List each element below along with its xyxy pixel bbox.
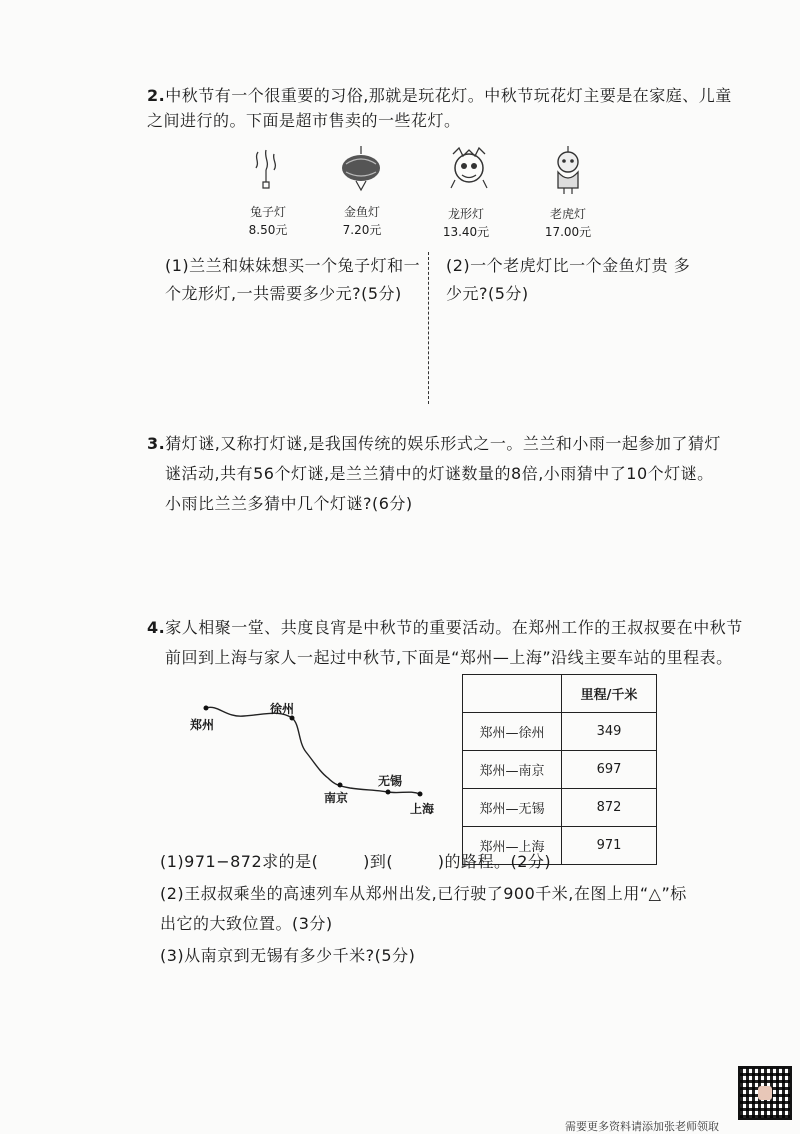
lantern-name-dragon: 龙形灯	[447, 207, 484, 221]
q2-number: 2.	[147, 86, 166, 105]
lantern-price-tiger: 17.00元	[544, 225, 592, 239]
dragon-lantern-icon	[445, 144, 493, 192]
lantern-price-goldfish: 7.20元	[342, 223, 382, 237]
q4-sub1: (1)971−872求的是( )到( )的路程。(2分)	[160, 852, 552, 871]
station-dot-nanjing	[338, 783, 343, 788]
rabbit-lantern-icon	[248, 148, 288, 196]
table-row	[463, 751, 657, 789]
goldfish-lantern-icon	[336, 144, 386, 194]
map-label-nanjing: 南京	[324, 791, 349, 805]
qr-avatar	[758, 1086, 772, 1100]
lantern-price-rabbit: 8.50元	[248, 223, 288, 237]
q2-sub2-line2: 少元?(5分)	[446, 284, 529, 303]
q2-line2: 之间进行的。下面是超市售卖的一些花灯。	[147, 111, 461, 130]
q4-sub2-line2: 出它的大致位置。(3分)	[160, 914, 333, 933]
q3-line1	[147, 428, 797, 460]
q3-line2: 谜活动,共有56个灯谜,是兰兰猜中的灯谜数量的8倍,小雨猜中了10个灯谜。	[165, 464, 714, 483]
lantern-name-goldfish: 金鱼灯	[343, 205, 380, 219]
table-cell-route: 郑州—南京	[463, 751, 562, 789]
map-label-zhengzhou: 郑州	[190, 718, 215, 732]
lantern-name-tiger: 老虎灯	[549, 207, 586, 221]
table-header-mileage: 里程/千米	[562, 675, 657, 713]
table-cell-route: 郑州—徐州	[463, 713, 562, 751]
map-label-xuzhou: 徐州	[270, 702, 295, 716]
table-row	[463, 789, 657, 827]
footer-text: 需要更多资料请添加张老师领取	[565, 1120, 719, 1133]
lantern-name-rabbit: 兔子灯	[249, 205, 286, 219]
q4-line1	[147, 612, 797, 644]
tiger-lantern-icon	[548, 144, 588, 196]
table-cell-km: 697	[562, 751, 657, 789]
qr-code	[738, 1066, 792, 1120]
q2-sub1-line2: 个龙形灯,一共需要多少元?(5分)	[165, 284, 402, 303]
q4-sub3: (3)从南京到无锡有多少千米?(5分)	[160, 946, 416, 965]
table-cell-route: 郑州—上海	[463, 827, 562, 865]
q3-number: 3.	[147, 434, 166, 453]
table-row	[463, 713, 657, 751]
q2-sub2-line1: (2)一个老虎灯比一个金鱼灯贵 多	[446, 256, 691, 275]
q3-line3: 小雨比兰兰多猜中几个灯谜?(6分)	[165, 494, 413, 513]
station-dot-wuxi	[386, 790, 391, 795]
q4-text-1: 家人相聚一堂、共度良宵是中秋节的重要活动。在郑州工作的王叔叔要在中秋节	[165, 618, 743, 637]
table-cell-km: 971	[562, 827, 657, 865]
q4-sub2-line1: (2)王叔叔乘坐的高速列车从郑州出发,已行驶了900千米,在图上用“△”标	[160, 884, 687, 903]
station-dot-shanghai	[418, 792, 423, 797]
q4-number: 4.	[147, 618, 166, 637]
q3-text-1: 猜灯谜,又称打灯谜,是我国传统的娱乐形式之一。兰兰和小雨一起参加了猜灯	[165, 434, 721, 453]
q2-divider	[428, 252, 429, 404]
table-cell-route: 郑州—无锡	[463, 789, 562, 827]
table-header-empty	[463, 675, 562, 713]
map-label-wuxi: 无锡	[378, 774, 403, 788]
station-dot-zhengzhou	[204, 706, 209, 711]
q2-sub1-line1: (1)兰兰和妹妹想买一个兔子灯和一	[165, 256, 421, 275]
lantern-price-dragon: 13.40元	[442, 225, 490, 239]
table-cell-km: 872	[562, 789, 657, 827]
q2-text-1: 中秋节有一个很重要的习俗,那就是玩花灯。中秋节玩花灯主要是在家庭、儿童	[165, 86, 732, 105]
map-label-shanghai: 上海	[410, 802, 435, 816]
table-header-row	[463, 675, 657, 713]
q4-line2: 前回到上海与家人一起过中秋节,下面是“郑州—上海”沿线主要车站的里程表。	[165, 648, 733, 667]
table-cell-km: 349	[562, 713, 657, 751]
mileage-table	[462, 674, 657, 865]
route-map	[188, 690, 448, 830]
